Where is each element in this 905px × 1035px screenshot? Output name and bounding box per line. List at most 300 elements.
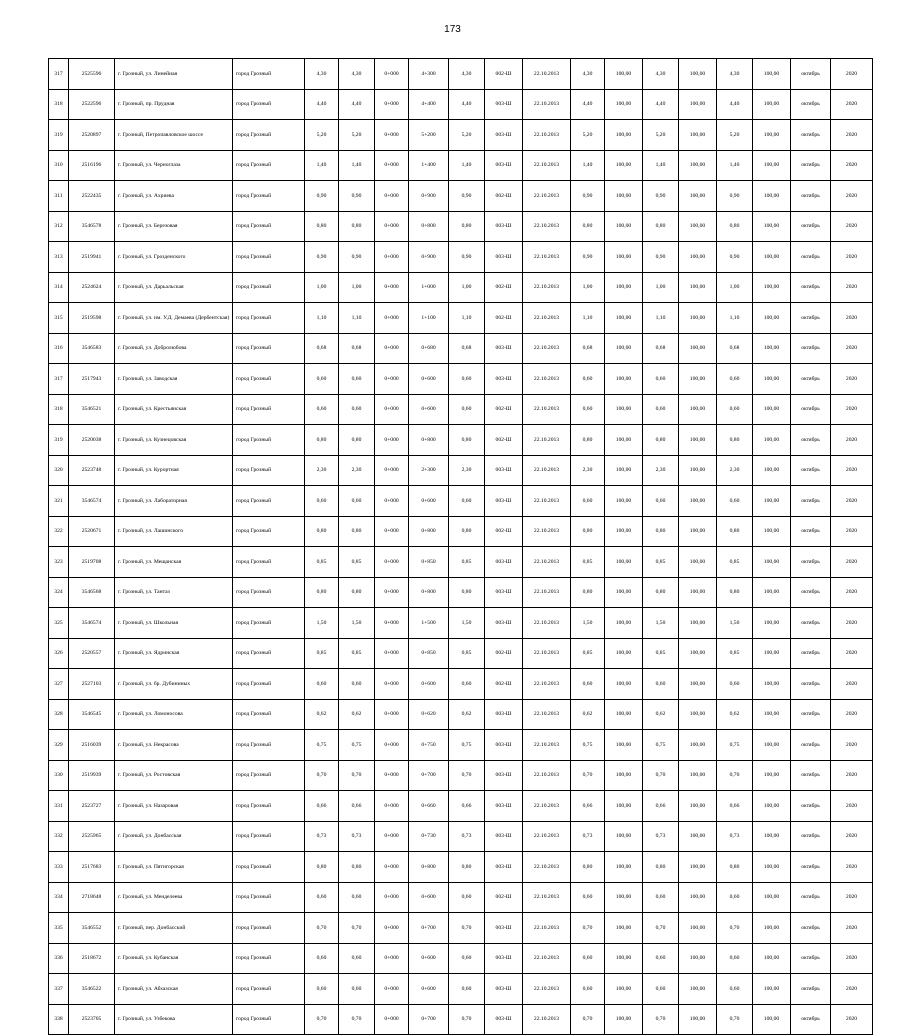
cell-length-normative: 1,50 [571, 608, 605, 639]
cell-length-checked: 0,60 [717, 364, 753, 395]
table-row [49, 791, 873, 822]
cell-pct-compliant: 100,00 [679, 1004, 717, 1035]
cell-length: 0,60 [305, 882, 339, 913]
cell-survey-date: 22.10.2013 [523, 943, 571, 974]
cell-month: октябрь [791, 394, 831, 425]
cell-length-checked: 0,60 [717, 943, 753, 974]
cell-category: 003-Ш [485, 150, 523, 181]
cell-municipality: город Грозный [233, 760, 305, 791]
cell-category: 002-Ш [485, 394, 523, 425]
cell-length-surveyed: 0,70 [449, 1004, 485, 1035]
cell-length: 1,00 [305, 272, 339, 303]
cell-pct-checked: 100,00 [753, 303, 791, 334]
cell-length-surveyed: 0,73 [449, 821, 485, 852]
cell-end-km: 0+900 [409, 181, 449, 212]
cell-length-checked: 0,70 [717, 913, 753, 944]
cell-survey-date: 22.10.2013 [523, 59, 571, 90]
cell-length-normative: 0,60 [571, 394, 605, 425]
cell-road-name: г. Грозный, ул. Школьная [115, 608, 233, 639]
cell-pct-checked: 100,00 [753, 913, 791, 944]
cell-road-code: 2519708 [69, 547, 115, 578]
cell-length-total: 1,40 [339, 150, 375, 181]
cell-category: 003-Ш [485, 120, 523, 151]
cell-month: октябрь [791, 455, 831, 486]
cell-row-number: 311 [49, 181, 69, 212]
table-row [49, 760, 873, 791]
cell-road-code: 2525965 [69, 821, 115, 852]
cell-road-code: 2718648 [69, 882, 115, 913]
cell-year: 2020 [831, 1004, 873, 1035]
cell-end-km: 0+700 [409, 760, 449, 791]
cell-survey-date: 22.10.2013 [523, 211, 571, 242]
cell-start-km: 0+000 [375, 1004, 409, 1035]
cell-month: октябрь [791, 821, 831, 852]
cell-month: октябрь [791, 974, 831, 1005]
cell-year: 2020 [831, 913, 873, 944]
cell-year: 2020 [831, 882, 873, 913]
cell-end-km: 2+300 [409, 455, 449, 486]
cell-road-name: г. Грозный, ул. Линейная [115, 59, 233, 90]
cell-road-name: г. Грозный, ул. Кубанская [115, 943, 233, 974]
cell-start-km: 0+000 [375, 882, 409, 913]
cell-pct-checked: 100,00 [753, 608, 791, 639]
cell-pct-checked: 100,00 [753, 638, 791, 669]
cell-month: октябрь [791, 89, 831, 120]
cell-end-km: 0+600 [409, 974, 449, 1005]
cell-length-compliant: 0,70 [643, 1004, 679, 1035]
cell-municipality: город Грозный [233, 974, 305, 1005]
cell-length-total: 0,90 [339, 242, 375, 273]
cell-category: 003-Ш [485, 486, 523, 517]
cell-pct-normative: 100,00 [605, 699, 643, 730]
cell-road-name: г. Грозный, пр. Прудная [115, 89, 233, 120]
cell-length-checked: 1,00 [717, 272, 753, 303]
cell-municipality: город Грозный [233, 181, 305, 212]
cell-length: 4,40 [305, 89, 339, 120]
cell-pct-checked: 100,00 [753, 150, 791, 181]
cell-pct-normative: 100,00 [605, 730, 643, 761]
cell-pct-checked: 100,00 [753, 882, 791, 913]
cell-month: октябрь [791, 913, 831, 944]
cell-length-checked: 5,20 [717, 120, 753, 151]
cell-length: 0,80 [305, 425, 339, 456]
cell-survey-date: 22.10.2013 [523, 882, 571, 913]
cell-length-total: 0,80 [339, 852, 375, 883]
cell-length-normative: 0,80 [571, 211, 605, 242]
cell-length-surveyed: 0,66 [449, 791, 485, 822]
cell-length-normative: 0,66 [571, 791, 605, 822]
cell-length-surveyed: 0,60 [449, 974, 485, 1005]
cell-length: 0,60 [305, 486, 339, 517]
cell-survey-date: 22.10.2013 [523, 242, 571, 273]
cell-start-km: 0+000 [375, 699, 409, 730]
table-row [49, 608, 873, 639]
cell-survey-date: 22.10.2013 [523, 608, 571, 639]
cell-pct-normative: 100,00 [605, 547, 643, 578]
cell-start-km: 0+000 [375, 821, 409, 852]
cell-category: 003-Ш [485, 547, 523, 578]
cell-pct-normative: 100,00 [605, 1004, 643, 1035]
cell-municipality: город Грозный [233, 333, 305, 364]
cell-length-normative: 0,60 [571, 882, 605, 913]
cell-start-km: 0+000 [375, 547, 409, 578]
cell-category: 003-Ш [485, 242, 523, 273]
cell-road-code: 3546521 [69, 394, 115, 425]
cell-survey-date: 22.10.2013 [523, 638, 571, 669]
cell-month: октябрь [791, 791, 831, 822]
cell-category: 003-Ш [485, 852, 523, 883]
cell-year: 2020 [831, 486, 873, 517]
cell-length-checked: 0,60 [717, 394, 753, 425]
cell-road-name: г. Грозный, ул. Курортная [115, 455, 233, 486]
cell-start-km: 0+000 [375, 913, 409, 944]
cell-pct-checked: 100,00 [753, 89, 791, 120]
cell-length-surveyed: 1,10 [449, 303, 485, 334]
cell-start-km: 0+000 [375, 455, 409, 486]
cell-length-total: 0,80 [339, 577, 375, 608]
cell-length: 0,73 [305, 821, 339, 852]
cell-end-km: 0+800 [409, 425, 449, 456]
cell-road-code: 2519598 [69, 303, 115, 334]
cell-length-compliant: 1,50 [643, 608, 679, 639]
cell-row-number: 310 [49, 150, 69, 181]
cell-start-km: 0+000 [375, 394, 409, 425]
cell-pct-checked: 100,00 [753, 547, 791, 578]
cell-start-km: 0+000 [375, 608, 409, 639]
cell-length-total: 0,80 [339, 516, 375, 547]
cell-pct-normative: 100,00 [605, 272, 643, 303]
cell-year: 2020 [831, 699, 873, 730]
cell-category: 002-Ш [485, 425, 523, 456]
cell-pct-compliant: 100,00 [679, 699, 717, 730]
cell-row-number: 329 [49, 730, 69, 761]
cell-category: 003-Ш [485, 974, 523, 1005]
cell-pct-checked: 100,00 [753, 211, 791, 242]
cell-pct-checked: 100,00 [753, 791, 791, 822]
cell-municipality: город Грозный [233, 577, 305, 608]
cell-length-total: 0,90 [339, 181, 375, 212]
cell-survey-date: 22.10.2013 [523, 181, 571, 212]
cell-length-checked: 0,85 [717, 547, 753, 578]
cell-month: октябрь [791, 272, 831, 303]
cell-pct-normative: 100,00 [605, 882, 643, 913]
cell-length-total: 0,85 [339, 638, 375, 669]
table-row [49, 425, 873, 456]
cell-month: октябрь [791, 882, 831, 913]
cell-row-number: 334 [49, 882, 69, 913]
page-number: 173 [444, 24, 461, 35]
cell-length-checked: 0,60 [717, 974, 753, 1005]
cell-row-number: 337 [49, 974, 69, 1005]
table-row [49, 59, 873, 90]
cell-length-surveyed: 0,60 [449, 486, 485, 517]
cell-length: 0,90 [305, 242, 339, 273]
cell-end-km: 0+660 [409, 791, 449, 822]
cell-year: 2020 [831, 577, 873, 608]
cell-municipality: город Грозный [233, 120, 305, 151]
cell-year: 2020 [831, 974, 873, 1005]
cell-road-name: г. Грозный, ул. Некрасова [115, 730, 233, 761]
cell-length: 0,66 [305, 791, 339, 822]
cell-start-km: 0+000 [375, 242, 409, 273]
cell-length-total: 4,40 [339, 89, 375, 120]
table-row [49, 1004, 873, 1035]
cell-municipality: город Грозный [233, 699, 305, 730]
cell-pct-normative: 100,00 [605, 943, 643, 974]
cell-month: октябрь [791, 59, 831, 90]
cell-road-name: г. Грозный, ул. Абхазская [115, 974, 233, 1005]
cell-pct-checked: 100,00 [753, 852, 791, 883]
cell-pct-compliant: 100,00 [679, 760, 717, 791]
cell-length: 0,85 [305, 638, 339, 669]
cell-length-compliant: 1,00 [643, 272, 679, 303]
cell-road-code: 3546583 [69, 333, 115, 364]
cell-length-surveyed: 0,62 [449, 699, 485, 730]
cell-length-normative: 0,70 [571, 913, 605, 944]
cell-length-surveyed: 0,90 [449, 181, 485, 212]
cell-length-surveyed: 0,60 [449, 882, 485, 913]
cell-road-code: 2520671 [69, 516, 115, 547]
cell-pct-compliant: 100,00 [679, 394, 717, 425]
cell-length-checked: 0,68 [717, 333, 753, 364]
cell-length-total: 1,00 [339, 272, 375, 303]
cell-road-code: 2520897 [69, 120, 115, 151]
cell-row-number: 320 [49, 455, 69, 486]
cell-pct-compliant: 100,00 [679, 638, 717, 669]
cell-year: 2020 [831, 120, 873, 151]
cell-pct-checked: 100,00 [753, 577, 791, 608]
cell-row-number: 330 [49, 760, 69, 791]
cell-pct-compliant: 100,00 [679, 974, 717, 1005]
cell-length-total: 0,75 [339, 730, 375, 761]
cell-length-total: 0,70 [339, 1004, 375, 1035]
cell-length-normative: 0,62 [571, 699, 605, 730]
cell-length-checked: 0,60 [717, 882, 753, 913]
cell-pct-compliant: 100,00 [679, 272, 717, 303]
cell-length-total: 0,60 [339, 364, 375, 395]
cell-road-code: 3546545 [69, 699, 115, 730]
cell-row-number: 317 [49, 59, 69, 90]
cell-road-name: г. Грозный, ул. Донбасская [115, 821, 233, 852]
cell-length-normative: 0,60 [571, 974, 605, 1005]
cell-road-name: г. Грозный, Петропавловское шоссе [115, 120, 233, 151]
cell-length: 1,50 [305, 608, 339, 639]
cell-category: 002-Ш [485, 882, 523, 913]
cell-length: 0,62 [305, 699, 339, 730]
cell-length-total: 0,60 [339, 486, 375, 517]
cell-row-number: 319 [49, 425, 69, 456]
cell-end-km: 1+100 [409, 303, 449, 334]
cell-length-surveyed: 0,60 [449, 943, 485, 974]
cell-row-number: 319 [49, 120, 69, 151]
table-row [49, 394, 873, 425]
cell-survey-date: 22.10.2013 [523, 364, 571, 395]
table-row [49, 882, 873, 913]
cell-year: 2020 [831, 791, 873, 822]
cell-start-km: 0+000 [375, 89, 409, 120]
cell-road-name: г. Грозный, ул. им. У.Д. Демаева (Дербентская) [115, 303, 233, 334]
cell-road-name: г. Грозный, ул. Ростовская [115, 760, 233, 791]
cell-pct-normative: 100,00 [605, 852, 643, 883]
cell-month: октябрь [791, 333, 831, 364]
cell-pct-compliant: 100,00 [679, 455, 717, 486]
cell-length-total: 0,66 [339, 791, 375, 822]
cell-pct-checked: 100,00 [753, 699, 791, 730]
cell-year: 2020 [831, 59, 873, 90]
cell-year: 2020 [831, 760, 873, 791]
cell-end-km: 0+700 [409, 1004, 449, 1035]
cell-start-km: 0+000 [375, 364, 409, 395]
cell-municipality: город Грозный [233, 89, 305, 120]
cell-municipality: город Грозный [233, 913, 305, 944]
cell-pct-checked: 100,00 [753, 669, 791, 700]
cell-road-name: г. Грозный, ул. Дарьальская [115, 272, 233, 303]
cell-length-checked: 0,70 [717, 1004, 753, 1035]
cell-road-name: г. Грозный, ул. Крестьянская [115, 394, 233, 425]
cell-road-code: 3546552 [69, 913, 115, 944]
cell-length-surveyed: 0,85 [449, 638, 485, 669]
cell-year: 2020 [831, 425, 873, 456]
cell-pct-checked: 100,00 [753, 242, 791, 273]
cell-end-km: 0+600 [409, 364, 449, 395]
cell-pct-normative: 100,00 [605, 211, 643, 242]
cell-length-compliant: 0,60 [643, 882, 679, 913]
cell-length-surveyed: 1,40 [449, 150, 485, 181]
cell-length-checked: 0,60 [717, 486, 753, 517]
cell-pct-compliant: 100,00 [679, 577, 717, 608]
cell-road-code: 2522596 [69, 89, 115, 120]
cell-category: 003-Ш [485, 1004, 523, 1035]
cell-road-code: 2523705 [69, 1004, 115, 1035]
cell-start-km: 0+000 [375, 577, 409, 608]
cell-survey-date: 22.10.2013 [523, 394, 571, 425]
table-row [49, 272, 873, 303]
cell-length: 0,90 [305, 181, 339, 212]
table-row [49, 211, 873, 242]
cell-end-km: 0+700 [409, 913, 449, 944]
cell-year: 2020 [831, 272, 873, 303]
cell-road-name: г. Грозный, ул. бр. Дубининых [115, 669, 233, 700]
cell-length-compliant: 0,60 [643, 974, 679, 1005]
cell-month: октябрь [791, 120, 831, 151]
cell-pct-compliant: 100,00 [679, 150, 717, 181]
cell-survey-date: 22.10.2013 [523, 730, 571, 761]
cell-category: 003-Ш [485, 821, 523, 852]
cell-month: октябрь [791, 699, 831, 730]
cell-end-km: 0+600 [409, 486, 449, 517]
cell-survey-date: 22.10.2013 [523, 791, 571, 822]
cell-survey-date: 22.10.2013 [523, 516, 571, 547]
cell-pct-normative: 100,00 [605, 638, 643, 669]
cell-start-km: 0+000 [375, 425, 409, 456]
cell-start-km: 0+000 [375, 303, 409, 334]
cell-year: 2020 [831, 608, 873, 639]
cell-row-number: 314 [49, 272, 69, 303]
cell-category: 002-Ш [485, 638, 523, 669]
cell-length-checked: 0,60 [717, 669, 753, 700]
cell-length-checked: 0,73 [717, 821, 753, 852]
cell-length-total: 0,73 [339, 821, 375, 852]
cell-pct-compliant: 100,00 [679, 547, 717, 578]
cell-length-surveyed: 0,80 [449, 211, 485, 242]
cell-end-km: 0+600 [409, 394, 449, 425]
cell-month: октябрь [791, 730, 831, 761]
cell-end-km: 4+400 [409, 89, 449, 120]
cell-row-number: 327 [49, 669, 69, 700]
cell-municipality: город Грозный [233, 242, 305, 273]
cell-length: 0,70 [305, 760, 339, 791]
cell-end-km: 4+300 [409, 59, 449, 90]
cell-length-total: 1,10 [339, 303, 375, 334]
cell-length-checked: 0,66 [717, 791, 753, 822]
cell-survey-date: 22.10.2013 [523, 89, 571, 120]
cell-length-checked: 0,80 [717, 577, 753, 608]
cell-end-km: 0+680 [409, 333, 449, 364]
cell-year: 2020 [831, 364, 873, 395]
cell-municipality: город Грозный [233, 425, 305, 456]
cell-road-name: г. Грозный, ул. Заводская [115, 364, 233, 395]
cell-end-km: 0+620 [409, 699, 449, 730]
cell-row-number: 331 [49, 791, 69, 822]
cell-municipality: город Грозный [233, 1004, 305, 1035]
cell-row-number: 323 [49, 547, 69, 578]
cell-pct-checked: 100,00 [753, 364, 791, 395]
table-row [49, 120, 873, 151]
cell-survey-date: 22.10.2013 [523, 821, 571, 852]
table-row [49, 181, 873, 212]
cell-road-code: 2524624 [69, 272, 115, 303]
cell-month: октябрь [791, 150, 831, 181]
cell-length-normative: 0,60 [571, 943, 605, 974]
cell-pct-normative: 100,00 [605, 791, 643, 822]
cell-category: 003-Ш [485, 913, 523, 944]
cell-municipality: город Грозный [233, 364, 305, 395]
cell-length: 0,80 [305, 852, 339, 883]
cell-start-km: 0+000 [375, 150, 409, 181]
cell-road-code: 2518672 [69, 943, 115, 974]
cell-row-number: 317 [49, 364, 69, 395]
cell-length-compliant: 0,70 [643, 913, 679, 944]
cell-length-normative: 0,80 [571, 516, 605, 547]
cell-month: октябрь [791, 364, 831, 395]
cell-category: 003-Ш [485, 730, 523, 761]
cell-category: 002-Ш [485, 669, 523, 700]
cell-length-surveyed: 0,60 [449, 394, 485, 425]
cell-pct-compliant: 100,00 [679, 333, 717, 364]
cell-pct-compliant: 100,00 [679, 516, 717, 547]
cell-pct-compliant: 100,00 [679, 211, 717, 242]
cell-municipality: город Грозный [233, 486, 305, 517]
cell-row-number: 338 [49, 1004, 69, 1035]
cell-length-surveyed: 0,60 [449, 669, 485, 700]
cell-month: октябрь [791, 181, 831, 212]
cell-length-surveyed: 0,90 [449, 242, 485, 273]
cell-category: 003-Ш [485, 211, 523, 242]
cell-length-total: 0,80 [339, 425, 375, 456]
cell-road-code: 2519941 [69, 242, 115, 273]
cell-road-code: 2523727 [69, 791, 115, 822]
cell-length-compliant: 4,40 [643, 89, 679, 120]
cell-road-name: г. Грозный, ул. Грозденского [115, 242, 233, 273]
cell-end-km: 1+400 [409, 150, 449, 181]
cell-pct-checked: 100,00 [753, 272, 791, 303]
cell-survey-date: 22.10.2013 [523, 760, 571, 791]
cell-length-compliant: 1,10 [643, 303, 679, 334]
cell-pct-normative: 100,00 [605, 59, 643, 90]
cell-road-code: 3546574 [69, 608, 115, 639]
cell-survey-date: 22.10.2013 [523, 852, 571, 883]
cell-municipality: город Грозный [233, 669, 305, 700]
